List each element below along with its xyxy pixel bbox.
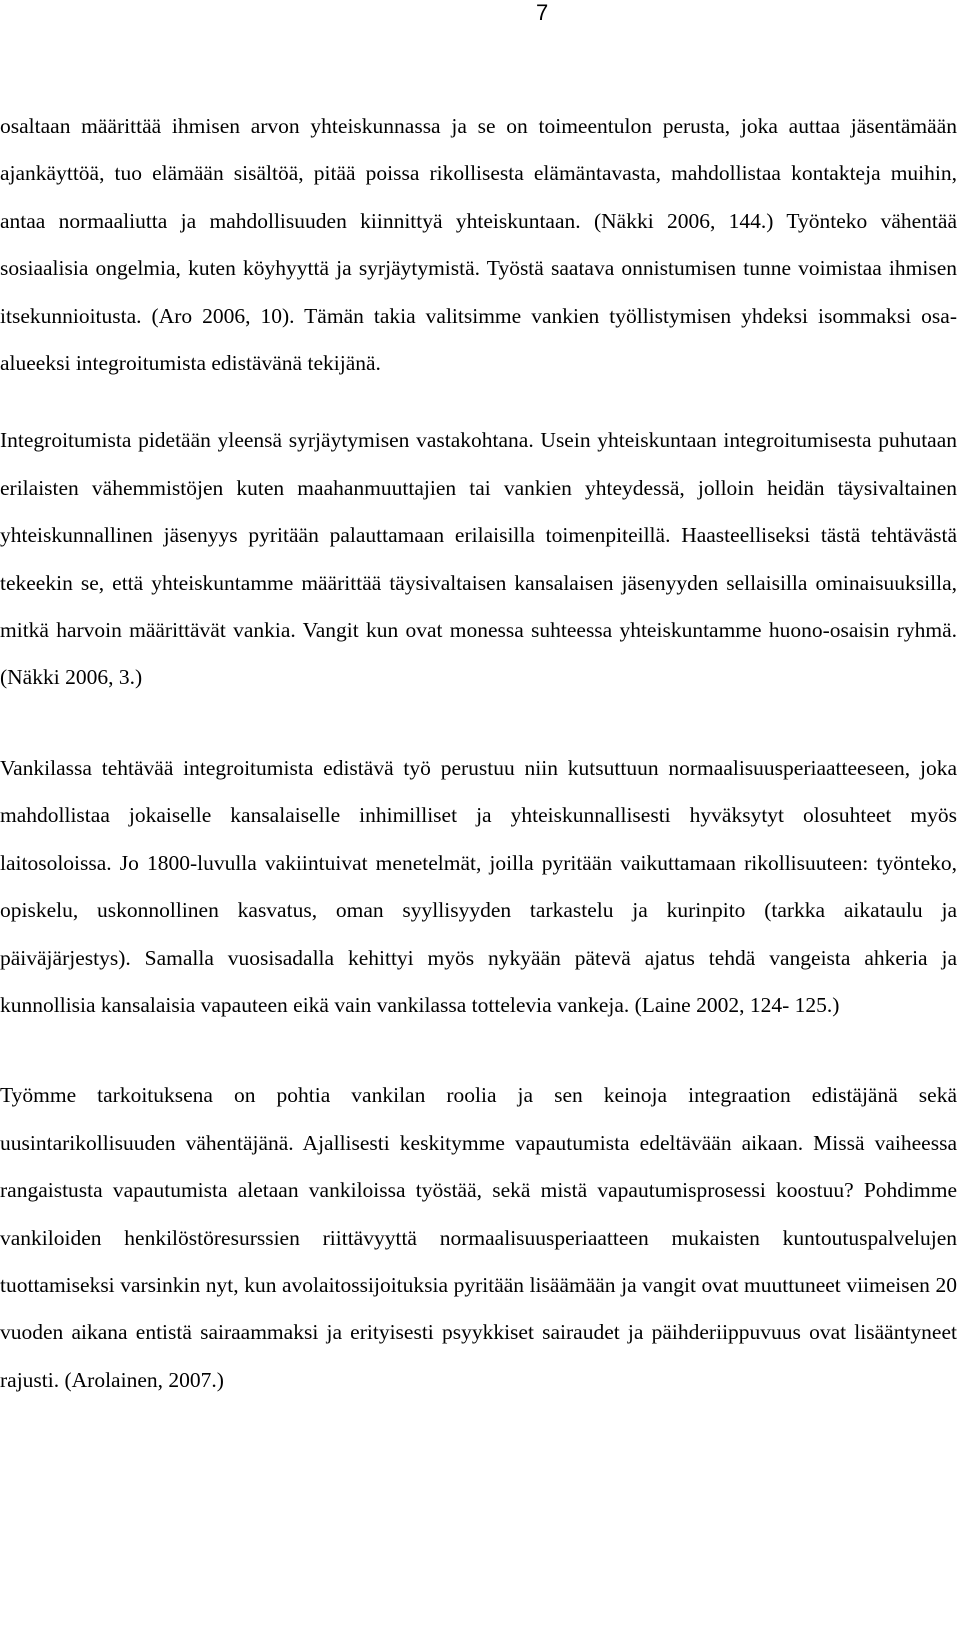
- document-body: [0, 103, 957, 1404]
- paragraph-research-aim: Työmme tarkoituksena on pohtia vankilan roolia ja sen keinoja integraation edistäjänä sekä uusintarikollisuuden vähentäjänä. Ajallisesti keskitymme vapautumista edeltävään aikaan. Missä vaiheessa rangaistusta vapautumista aletaan vankiloissa työstää, sekä mistä vapautumisprosessi koostuu? Pohdimme vankiloiden henkilöstöresurssien riittävyyttä normaalisuusperiaatteen mukaisten kuntoutuspalvelujen tuottamiseksi varsinkin nyt, kun avolaitossijoituksia pyritään lisäämään ja vangit ovat muuttuneet viimeisen 20 vuoden aikana entistä sairaammaksi ja erityisesti psyykkiset sairaudet ja päihderiippuvuus ovat lisääntyneet rajusti. (Arolainen, 2007.): [0, 1083, 957, 1392]
- paragraph-employment: osaltaan määrittää ihmisen arvon yhteiskunnassa ja se on toimeentulon perusta, joka auttaa jäsentämään ajankäyttöä, tuo elämään sisältöä, pitää poissa rikollisesta elämäntavasta, mahdollistaa kontakteja muihin, antaa normaaliutta ja mahdollisuuden kiinnittyä yhteiskuntaan. (Näkki 2006, 144.) Työnteko vähentää sosiaalisia ongelmia, kuten köyhyyttä ja syrjäytymistä. Työstä saatava onnistumisen tunne voimistaa ihmisen itsekunnioitusta. (Aro 2006, 10). Tämän takia valitsimme vankien työllistymisen yhdeksi isommaksi osa-alueeksi integroitumista edistävänä tekijänä.: [0, 114, 957, 376]
- paragraph-integration: Integroitumista pidetään yleensä syrjäytymisen vastakohtana. Usein yhteiskuntaan integroitumisesta puhutaan erilaisten vähemmistöjen kuten maahanmuuttajien tai vankien yhteydessä, jolloin heidän täysivaltainen yhteiskunnallinen jäsenyys pyritään palauttamaan erilaisilla toimenpiteillä. Haasteelliseksi tästä tehtävästä tekeekin se, että yhteiskuntamme määrittää täysivaltaisen kansalaisen jäsenyyden sellaisilla ominaisuuksilla, mitkä harvoin määrittävät vankia. Vangit kun ovat monessa suhteessa yhteiskuntamme huono-osaisin ryhmä. (Näkki 2006, 3.): [0, 428, 957, 690]
- paragraph-normality-principle: Vankilassa tehtävää integroitumista edistävä työ perustuu niin kutsuttuun normaalisuusperiaatteeseen, joka mahdollistaa jokaiselle kansalaiselle inhimilliset ja yhteiskunnallisesti hyväksytyt olosuhteet myös laitosoloissa. Jo 1800-luvulla vakiintuivat menetelmät, joilla pyritään vaikuttamaan rikollisuuteen: työnteko, opiskelu, uskonnollinen kasvatus, oman syyllisyyden tarkastelu ja kurinpito (tarkka aikataulu ja päiväjärjestys). Samalla vuosisadalla kehittyi myös nykyään pätevä ajatus tehdä vangeista ahkeria ja kunnollisia kansalaisia vapauteen eikä vain vankilassa tottelevia vankeja. (Laine 2002, 124- 125.): [0, 755, 957, 1017]
- page-number: 7: [536, 0, 549, 25]
